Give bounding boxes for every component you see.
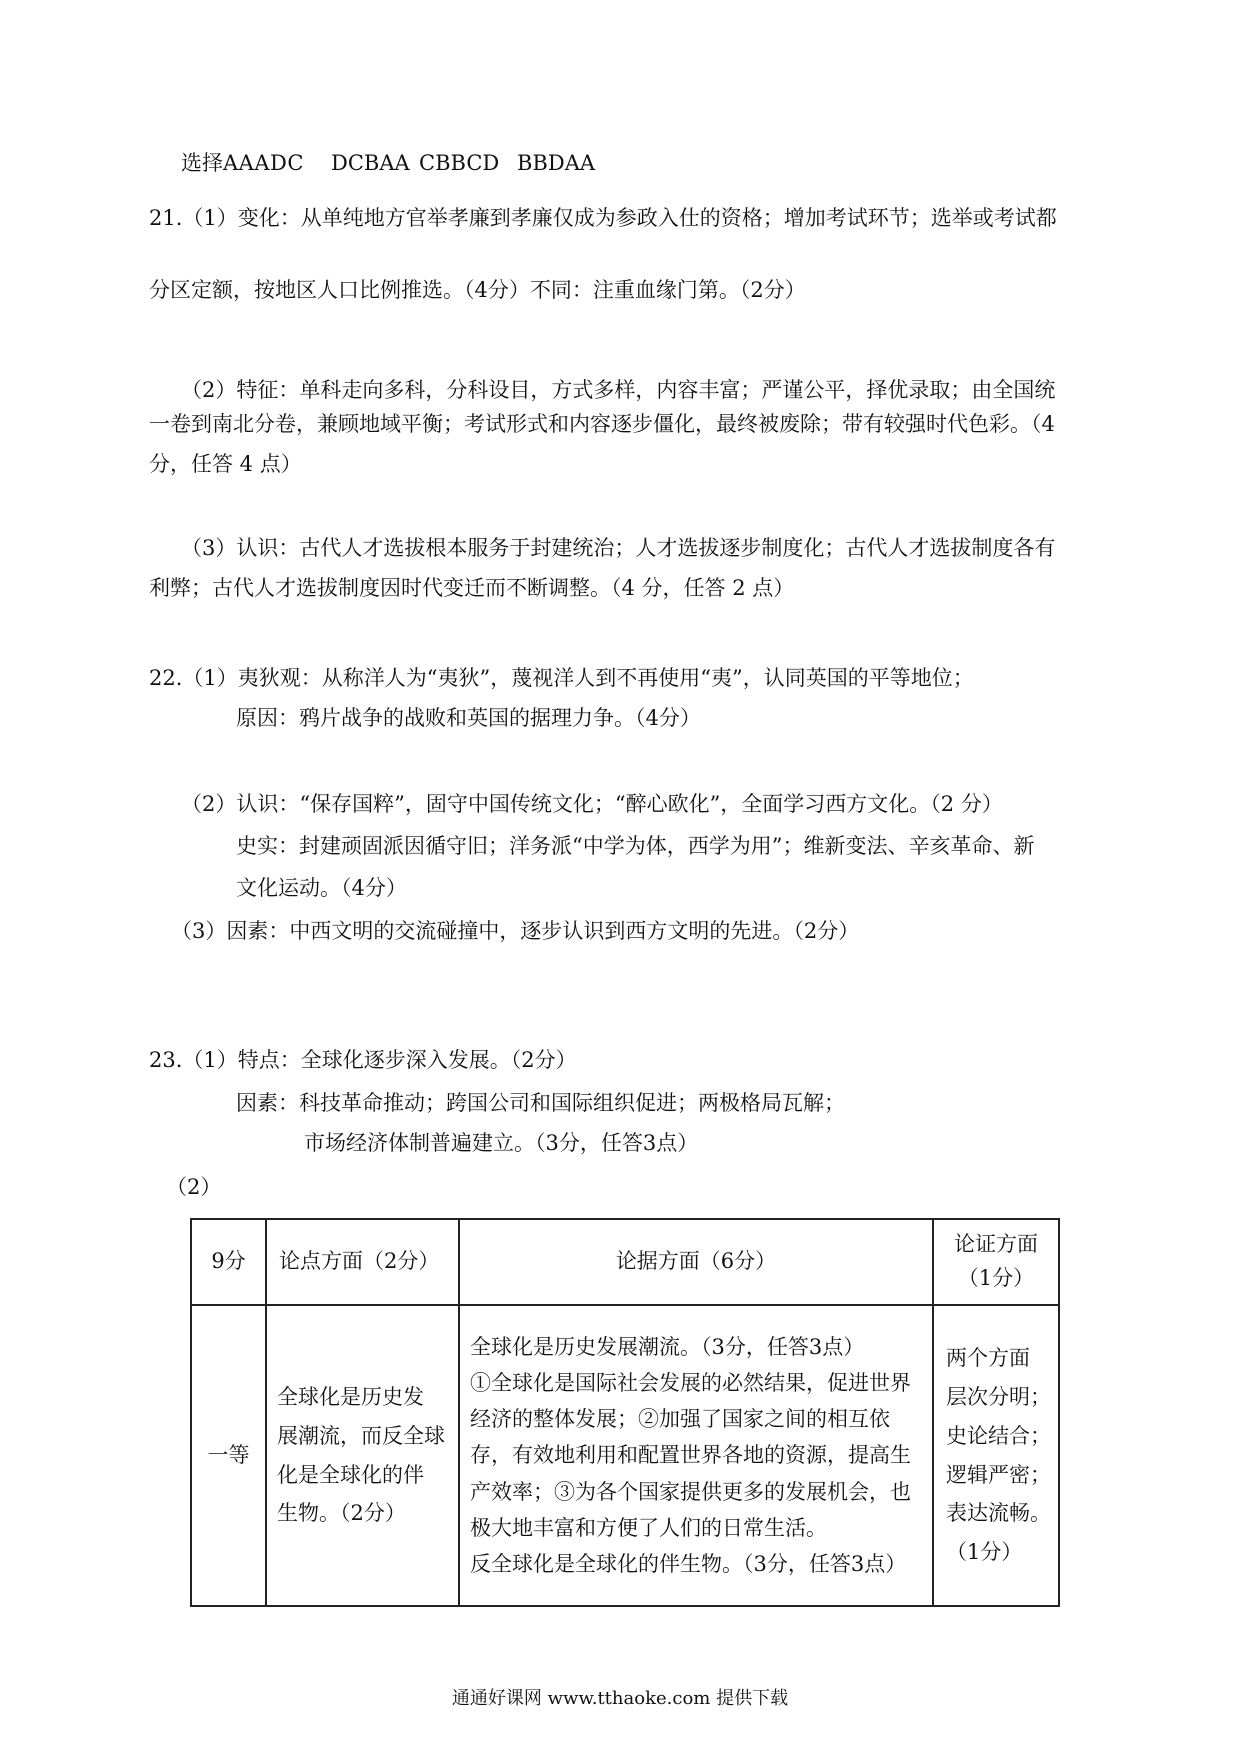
argument-line: 层次分明； <box>946 1384 1051 1409</box>
evidence-line: ①全球化是国际社会发展的必然结果，促进世界 <box>470 1371 911 1396</box>
scoring-table <box>190 1218 1060 1607</box>
evidence-cell <box>459 1305 933 1606</box>
header-argument-score: （1分） <box>957 1266 1035 1290</box>
point-line: 展潮流，而反全球 <box>277 1423 445 1448</box>
argument-line: 逻辑严密； <box>946 1462 1051 1487</box>
argument-line: 两个方面 <box>946 1345 1030 1370</box>
q21-line-7: 利弊；古代人才选拔制度因时代变迁而不断调整。（4 分，任答 2 点） <box>149 576 795 600</box>
evidence-line: 存，有效地利用和配置世界各地的资源，提高生 <box>470 1443 911 1468</box>
table-header-row <box>191 1219 1059 1305</box>
header-argument <box>933 1219 1059 1305</box>
evidence-line: 全球化是历史发展潮流。（3分，任答3点） <box>470 1335 865 1360</box>
evidence-line: 反全球化是全球化的伴生物。（3分，任答3点） <box>470 1551 907 1576</box>
q21-line-4: 一卷到南北分卷，兼顾地域平衡；考试形式和内容逐步僵化，最终被废除；带有较强时代色彩。（4 <box>149 412 1055 436</box>
q22-line-6: （3）因素：中西文明的交流碰撞中，逐步认识到西方文明的先进。（2分） <box>171 919 860 943</box>
answer-group-1: AAADC <box>223 151 304 175</box>
q22-line-1: 22.（1）夷狄观：从称洋人为“夷狄”，蔑视洋人到不再使用“夷”，认同英国的平等地位； <box>149 666 974 690</box>
q21-line-1: 21.（1）变化：从单纯地方官举孝廉到孝廉仅成为参政入仕的资格；增加考试环节；选举或考试都 <box>149 206 1057 230</box>
q22-line-2: 原因：鸦片战争的战败和英国的据理力争。（4分） <box>236 706 701 730</box>
q21-line-3: （2）特征：单科走向多科，分科设目，方式多样，内容丰富；严谨公平，择优录取；由全国统 <box>181 378 1056 402</box>
point-line: 全球化是历史发 <box>277 1384 424 1409</box>
q21-line-5: 分，任答 4 点） <box>149 452 302 476</box>
argument-line: （1分） <box>946 1540 1023 1565</box>
q23-line-1: 23.（1）特点：全球化逐步深入发展。（2分） <box>149 1048 577 1072</box>
point-cell <box>266 1305 459 1606</box>
page-footer: 通通好课网 www.tthaoke.com 提供下载 <box>451 1688 789 1709</box>
q23-line-3: 市场经济体制普遍建立。（3分，任答3点） <box>304 1131 699 1155</box>
q22-line-5: 文化运动。（4分） <box>236 876 407 900</box>
q22-line-3: （2）认识：“保存国粹”，固守中国传统文化；“醉心欧化”，全面学习西方文化。（2 分） <box>181 792 1003 816</box>
answer-group-3: CBBCD <box>419 151 500 175</box>
argument-line: 表达流畅。 <box>946 1501 1051 1526</box>
q22-line-4: 史实：封建顽固派因循守旧；洋务派“中学为体，西学为用”；维新变法、辛亥革命、新 <box>236 834 1035 858</box>
table-row <box>191 1305 1059 1606</box>
point-line: 生物。（2分） <box>277 1501 406 1526</box>
choice-answers-line <box>181 151 596 175</box>
evidence-line: 经济的整体发展；②加强了国家之间的相互依 <box>470 1407 890 1432</box>
q21-line-2: 分区定额，按地区人口比例推选。（4分）不同：注重血缘门第。（2分） <box>149 278 806 302</box>
q23-line-4: （2） <box>166 1175 222 1199</box>
header-evidence: 论据方面（6分） <box>459 1219 933 1305</box>
evidence-line: 产效率；③为各个国家提供更多的发展机会，也 <box>470 1479 911 1504</box>
point-line: 化是全球化的伴 <box>277 1462 424 1487</box>
choice-label: 选择 <box>181 151 223 175</box>
header-argument-title: 论证方面 <box>954 1232 1038 1257</box>
evidence-line: 极大地丰富和方便了人们的日常生活。 <box>470 1515 827 1540</box>
argument-line: 史论结合； <box>946 1423 1051 1448</box>
q21-line-6: （3）认识：古代人才选拔根本服务于封建统治；人才选拔逐步制度化；古代人才选拔制度各有 <box>181 536 1056 560</box>
answer-group-4: BBDAA <box>517 151 596 175</box>
grade-cell: 一等 <box>191 1305 266 1606</box>
q23-line-2: 因素：科技革命推动；跨国公司和国际组织促进；两极格局瓦解； <box>236 1091 845 1115</box>
argument-cell <box>933 1305 1059 1606</box>
answer-group-2: DCBAA <box>331 151 410 175</box>
header-score: 9分 <box>191 1219 266 1305</box>
header-point: 论点方面（2分） <box>266 1219 459 1305</box>
